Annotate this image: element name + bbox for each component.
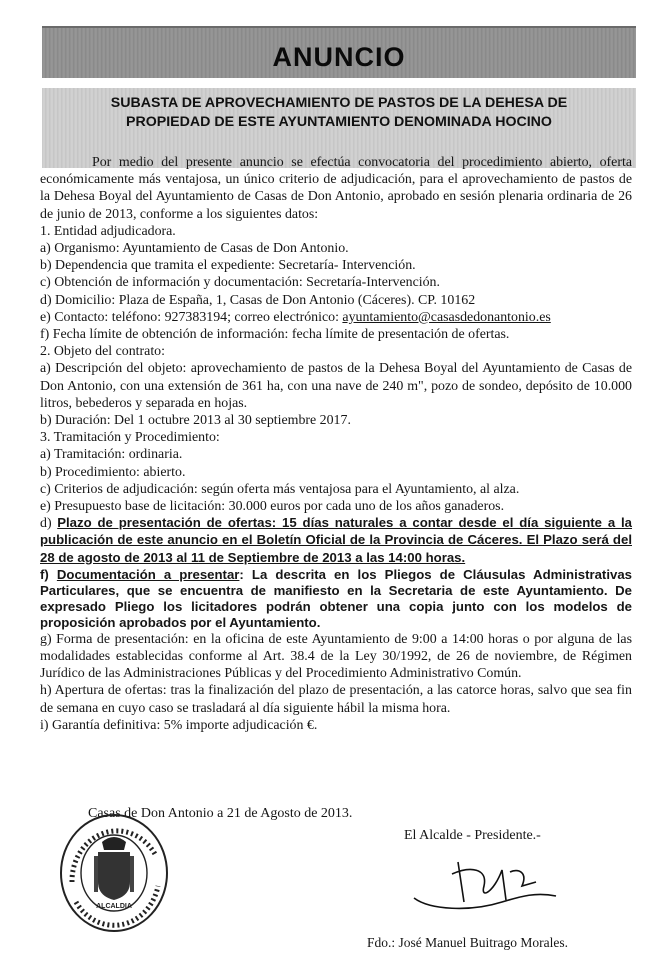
section-3-item-g: g) Forma de presentación: en la oficina de este Ayuntamiento de 9:00 a 14:00 horas o por alguna de las modalidades establecidas conforme al Art. 38.4 de la Ley 30/1992, de 26 de noviembre, de Régimen Jurídico de las Administraciones Públicas y del Procedimiento Administrativo Común.	[40, 631, 632, 682]
section-1-item-b: b) Dependencia que tramita el expediente: Secretaría- Intervención.	[40, 258, 416, 274]
item-d-prefix: d)	[40, 516, 58, 532]
mayor-role: El Alcalde - Presidente.-	[404, 828, 541, 843]
section-3-item-d	[40, 515, 632, 567]
email-link[interactable]: ayuntamiento@casasdedonantonio.es	[342, 309, 551, 325]
item-f-prefix: f)	[40, 566, 57, 582]
section-3-item-f	[40, 567, 632, 631]
section-3-item-c: c) Criterios de adjudicación: según oferta más ventajosa para el Ayuntamiento, al alza.	[40, 481, 520, 497]
section-2-item-a: a) Descripción del objeto: aprovechamiento de pastos de la Dehesa Boyal del Ayuntamiento de Casas de Don Antonio, con una extensión de 361 ha, con una nave de 240 m", pozo de sondeo, depósito de 10.000 litros, bebederos y separada en hojas.	[40, 361, 632, 411]
svg-text:ALCALDIA: ALCALDIA	[96, 903, 132, 910]
place-date: Casas de Don Antonio a 21 de Agosto de 2013.	[88, 806, 353, 821]
document-title: ANUNCIO	[272, 42, 406, 72]
section-2-item-b: b) Duración: Del 1 octubre 2013 al 30 septiembre 2017.	[40, 413, 351, 429]
section-1-item-c: c) Obtención de información y documentación: Secretaría-Intervención.	[40, 275, 440, 291]
town-seal-stamp	[58, 812, 170, 934]
section-3-item-h: h) Apertura de ofertas: tras la finalización del plazo de presentación, a las catorce horas, salvo que sea fin de semana en cuyo caso se trasladará al día siguiente hábil la misma hora.	[40, 683, 632, 716]
subtitle-line-1: SUBASTA DE APROVECHAMIENTO DE PASTOS DE LA DEHESA DE	[110, 95, 568, 111]
title-banner	[42, 26, 636, 78]
document-subtitle	[52, 94, 626, 132]
documentation-label: Documentación a presentar	[56, 566, 240, 582]
section-1-item-a: a) Organismo: Ayuntamiento de Casas de Don Antonio.	[40, 241, 349, 257]
section-1-heading: 1. Entidad adjudicadora.	[40, 223, 176, 239]
announcement-body	[40, 154, 632, 734]
subtitle-line-2: PROPIEDAD DE ESTE AYUNTAMIENTO DENOMINADA HOCINO	[126, 114, 552, 130]
mayor-signature	[410, 852, 560, 918]
contact-text: e) Contacto: teléfono: 927383194; correo electrónico:	[40, 309, 343, 325]
section-2-heading: 2. Objeto del contrato:	[40, 344, 165, 360]
deadline-text: Plazo de presentación de ofertas: 15 días naturales a contar desde el día siguiente a la publicación de este anuncio en el Boletín Oficial de la Provincia de Cáceres. El Plazo será del 28 de agosto de 2013 al 11 de Septiembre de 2013 a las 14:00 horas.	[40, 515, 633, 565]
section-3-item-e: e) Presupuesto base de licitación: 30.000 euros por cada uno de los años ganaderos.	[40, 499, 505, 515]
section-1-item-d: d) Domicilio: Plaza de España, 1, Casas de Don Antonio (Cáceres). CP. 10162	[40, 292, 476, 308]
documentation-text: : La descrita en los Pliegos de Cláusulas Administrativas Particulares, que se encuentra de manifiesto en la Secretaria de este Ayuntamiento. De expresado Pliego los licitadores podrán obtener una copia junto con los modelos de proposición aprobados por el Ayuntamiento.	[40, 566, 632, 630]
section-1-item-e	[40, 309, 632, 326]
section-3-item-b: b) Procedimiento: abierto.	[40, 464, 186, 480]
intro-paragraph: Por medio del presente anuncio se efectúa convocatoria del procedimiento abierto, oferta económicamente más ventajosa, un único criterio de adjudicación, para el aprovechamiento de pastos de la Dehesa Boyal del Ayuntamiento de Casas de Don Antonio, aprobado en sesión plenaria ordinaria de 26 de junio de 2013, conforme a los siguientes datos:	[40, 155, 632, 222]
section-3-item-i: i) Garantía definitiva: 5% importe adjudicación €.	[40, 717, 318, 733]
section-1-item-f: f) Fecha límite de obtención de información: fecha límite de presentación de ofertas.	[40, 327, 510, 343]
signer-name: Fdo.: José Manuel Buitrago Morales.	[367, 935, 568, 950]
section-3-heading: 3. Tramitación y Procedimiento:	[40, 430, 220, 446]
section-3-item-a: a) Tramitación: ordinaria.	[40, 447, 183, 463]
